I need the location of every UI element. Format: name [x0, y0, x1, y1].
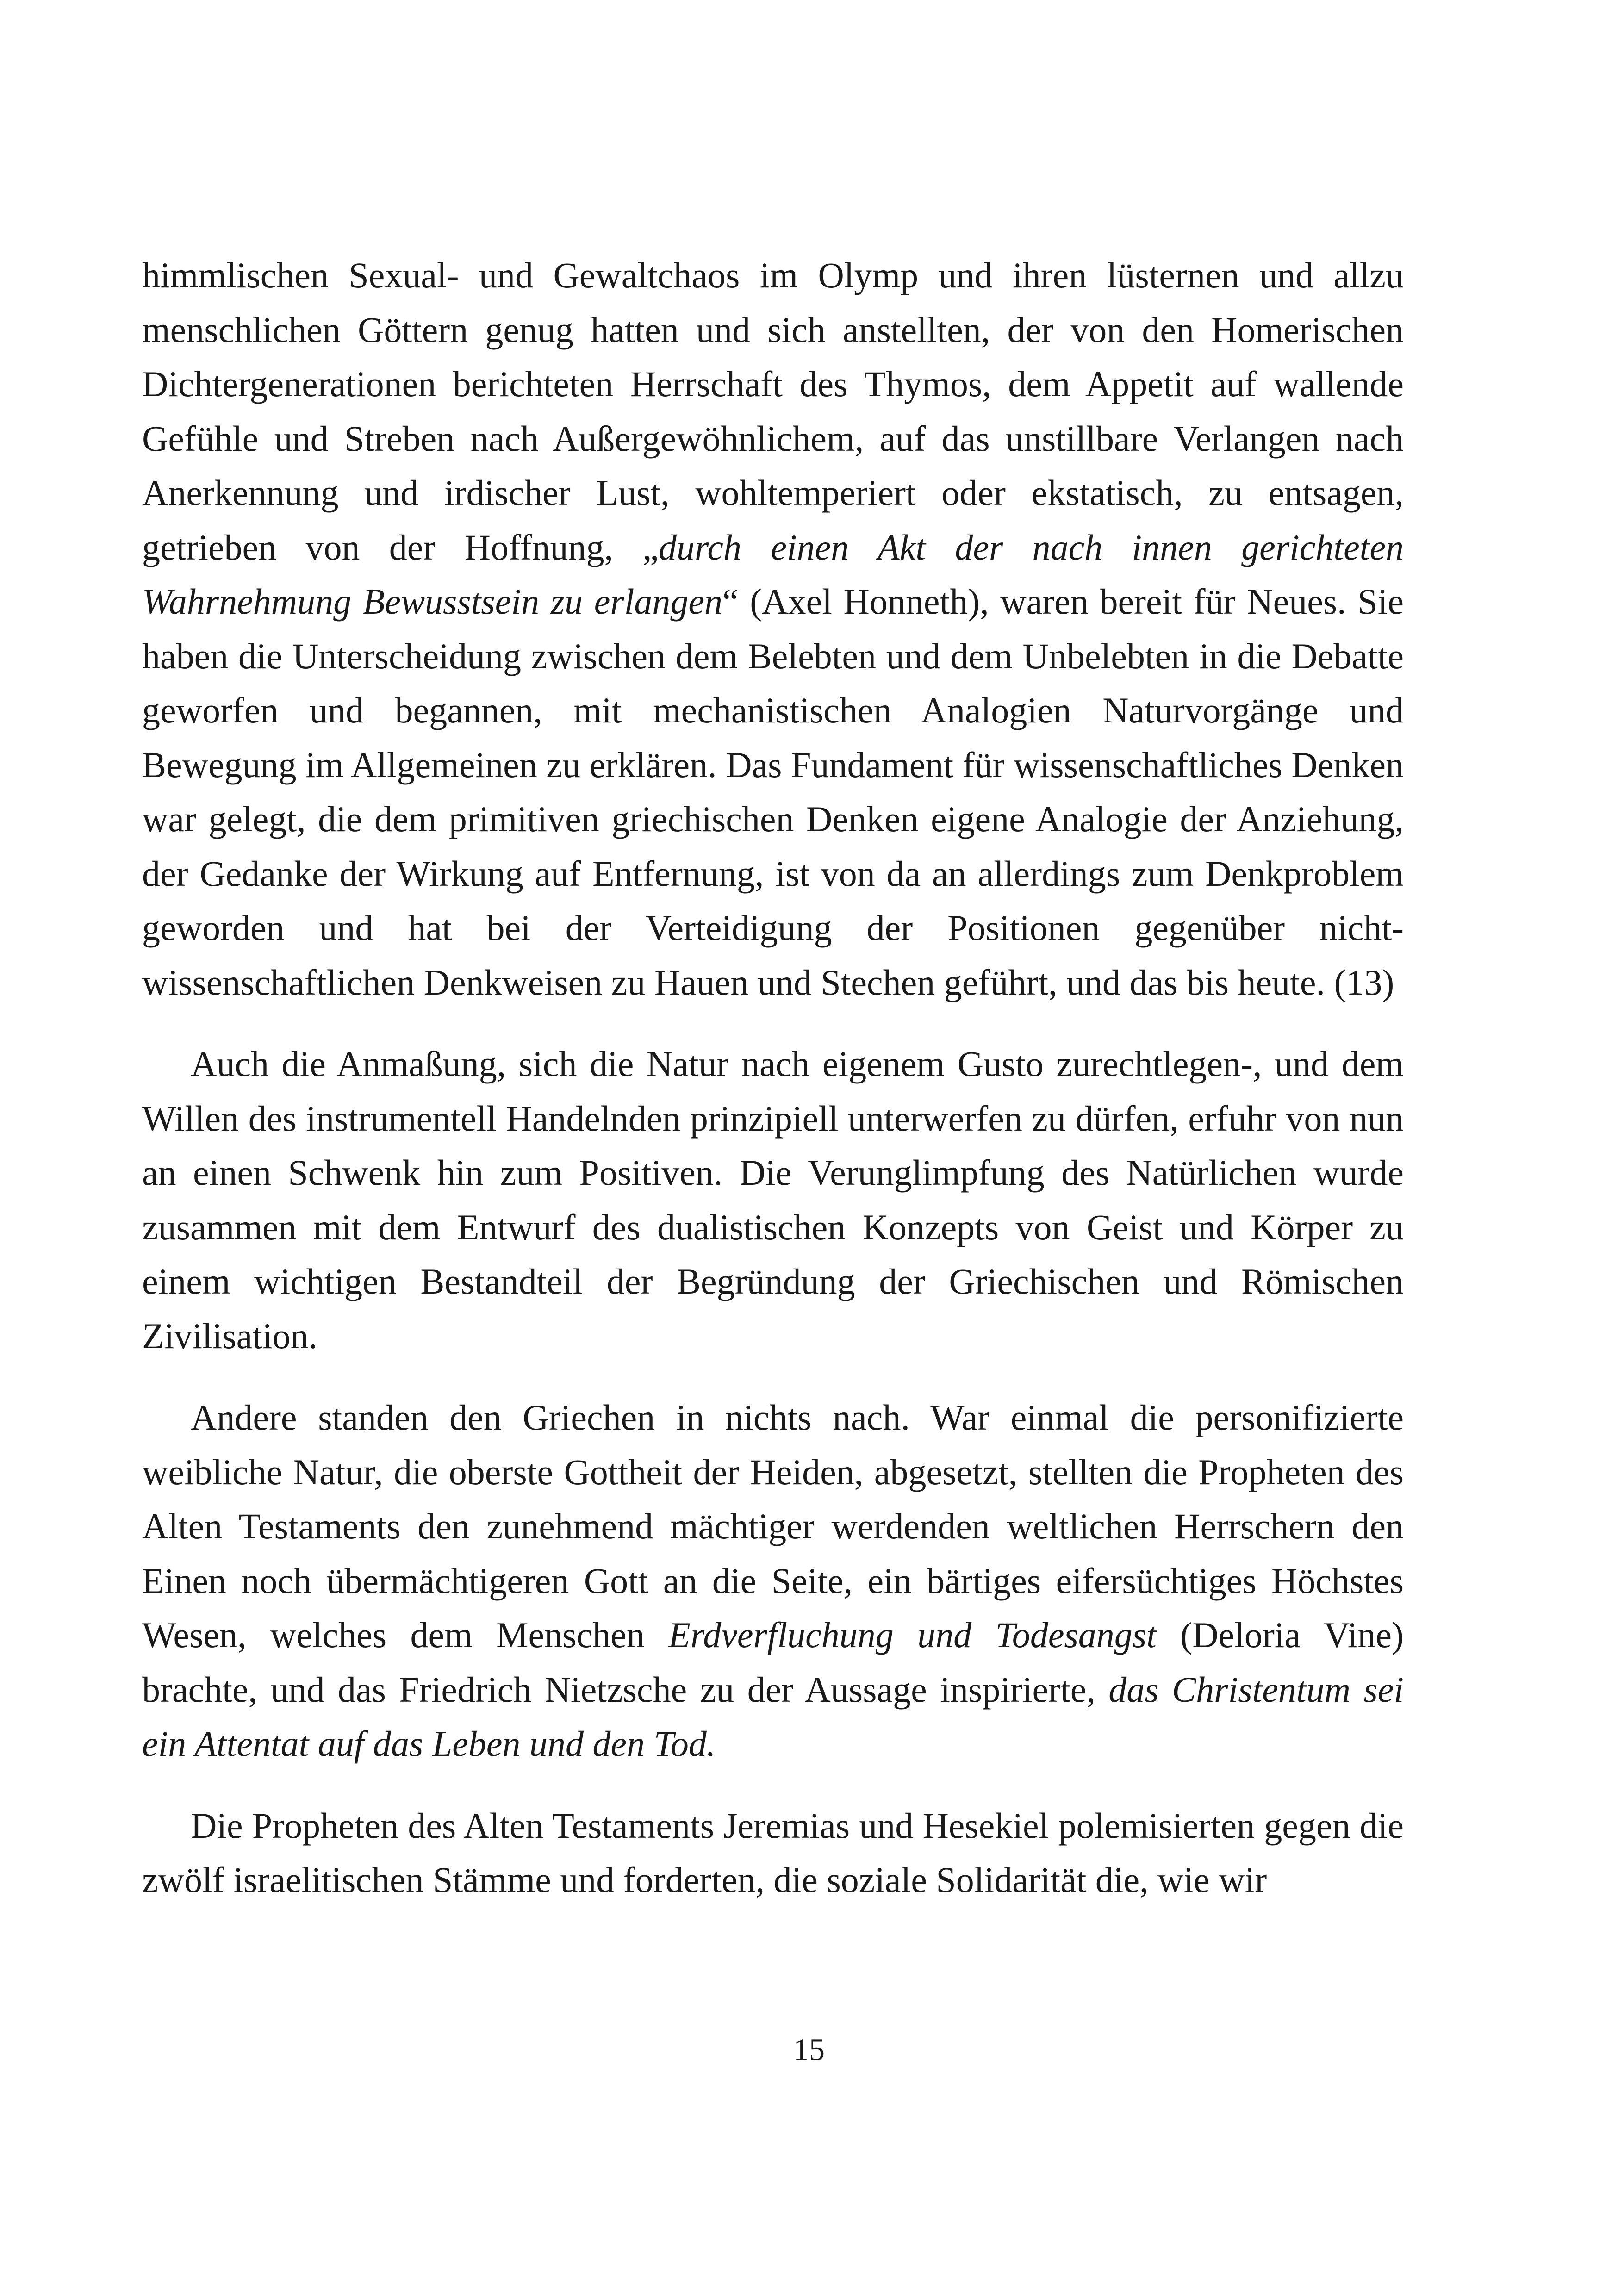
paragraph-text: (Deloria Vine) brachte, und das Friedrich Nietzsche zu der Aussage inspirierte, — [142, 1615, 1404, 1710]
paragraph-1 — [142, 248, 1404, 1009]
quote-italic: das Christentum sei ein Attentat auf das Leben und den Tod. — [142, 1669, 1404, 1764]
paragraph-text: Auch die Anmaßung, sich die Natur nach eigenem Gusto zurechtlegen-, und dem Willen des instrumentell Handelnden prinzipiell unterwerfen zu dürfen, erfuhr von nun an einen Schwenk hin zum Positiven. Die Verunglimpfung des Natürlichen wurde zusammen mit dem Entwurf des dualistischen Konzepts von Geist und Körper zu einem wichtigen Bestandteil der Begründung der Griechischen und Römischen Zivilisation. — [142, 1044, 1404, 1356]
paragraph-text: “ (Axel Honneth), waren bereit für Neues. Sie haben die Unterscheidung zwischen dem Belebten und dem Unbelebten in die Debatte geworfen und begannen, mit mechanistischen Analogien Naturvorgänge und Bewegung im Allgemeinen zu erklären. Das Fundament für wissenschaftliches Denken war gelegt, die dem primitiven griechischen Denken eigene Analogie der Anziehung, der Gedanke der Wirkung auf Entfernung, ist von da an allerdings zum Denkproblem geworden und hat bei der Verteidigung der Positionen gegenüber nicht-wissenschaftlichen Denkweisen zu Hauen und Stechen geführt, und das bis heute. (13) — [142, 581, 1404, 1002]
paragraph-4 — [142, 1798, 1404, 1907]
quote-italic: durch einen Akt der nach innen gerichteten Wahrnehmung Bewusstsein zu erlangen — [142, 527, 1404, 622]
body-text — [142, 248, 1404, 1907]
paragraph-text: Andere standen den Griechen in nichts nach. War einmal die personifizierte weibliche Natur, die oberste Gottheit der Heiden, abgesetzt, stellten die Propheten des Alten Testaments den zunehmend mächtiger werdenden weltlichen Herrschern den Einen noch übermächtigeren Gott an die Seite, ein bärtiges eifersüchtiges Höchstes Wesen, welches dem Menschen — [142, 1397, 1404, 1655]
paragraph-2 — [142, 1037, 1404, 1363]
paragraph-3 — [142, 1390, 1404, 1771]
paragraph-text: Die Propheten des Alten Testaments Jeremias und Hesekiel polemisierten gegen die zwölf israelitischen Stämme und forderten, die soziale Solidarität die, wie wir — [142, 1805, 1404, 1900]
paragraph-text: himmlischen Sexual- und Gewaltchaos im Olymp und ihren lüsternen und allzu menschlichen Göttern genug hatten und sich anstellten, der von den Homerischen Dichtergenerationen berichteten Herrschaft des Thymos, dem Appetit auf wallende Gefühle und Streben nach Außergewöhnlichem, auf das unstillbare Verlangen nach Anerkennung und irdischer Lust, wohltemperiert oder ekstatisch, zu entsagen, getrieben von der Hoffnung, „ — [142, 255, 1404, 567]
phrase-italic: Erdverfluchung und Todesangst — [668, 1615, 1157, 1655]
page-number: 15 — [793, 2032, 825, 2067]
